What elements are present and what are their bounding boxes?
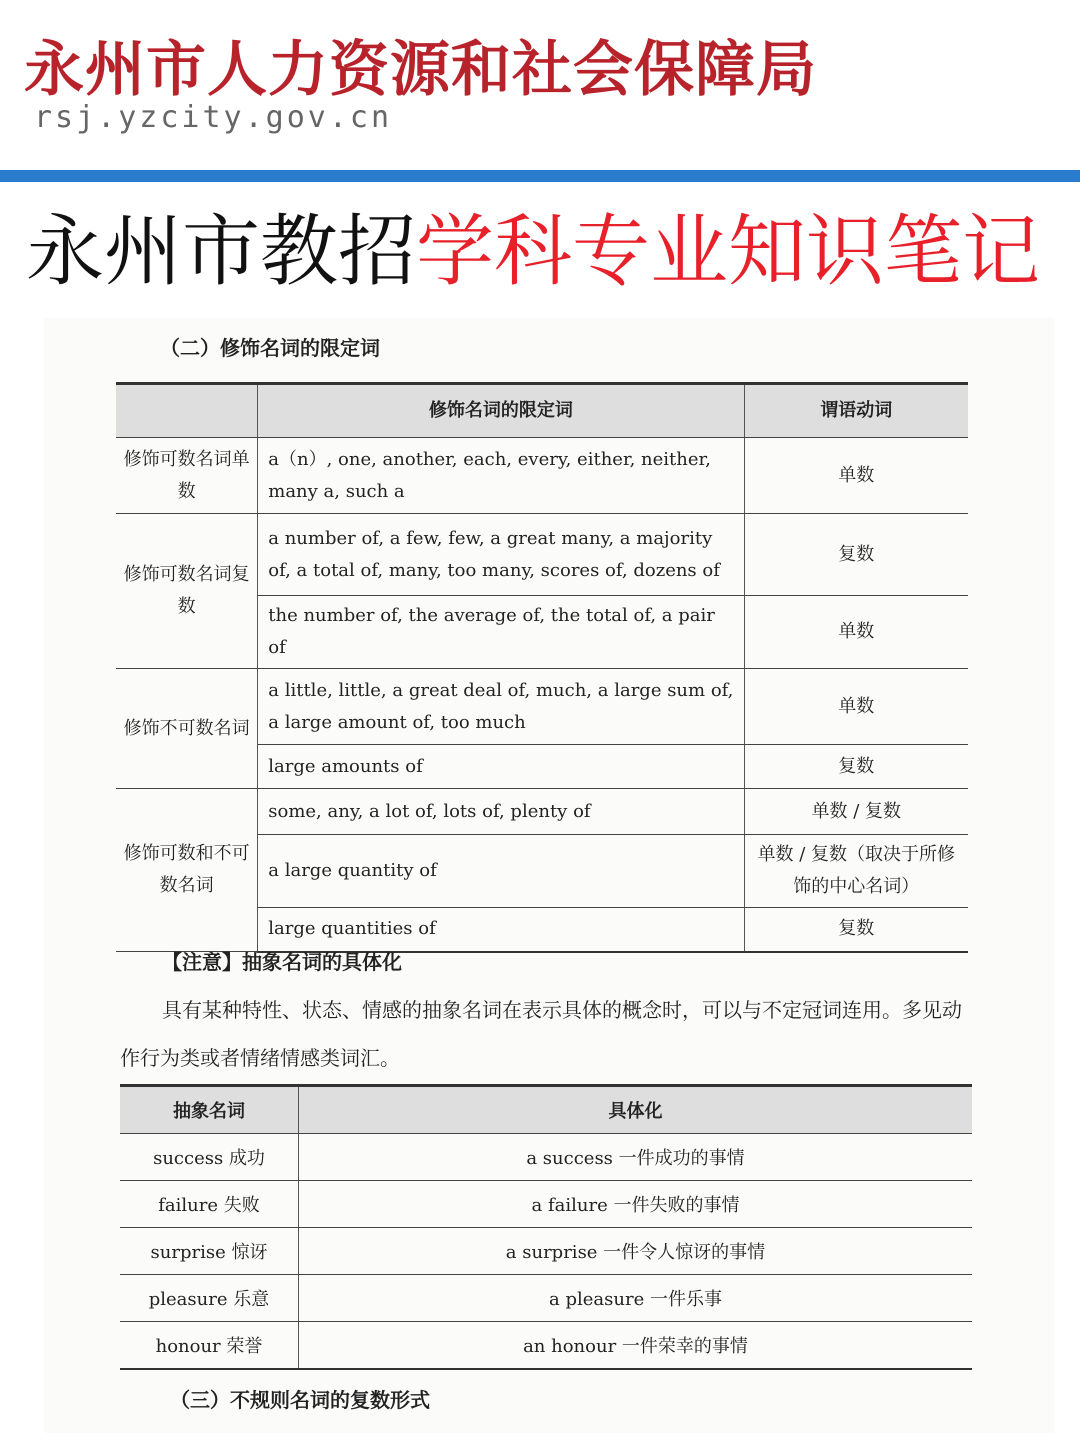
header-cell-determiner: 修饰名词的限定词	[258, 384, 744, 438]
note-paragraph	[120, 986, 974, 1082]
table-row	[120, 1228, 972, 1275]
site-header	[0, 0, 1080, 170]
concrete-cell: a success 一件成功的事情	[299, 1134, 973, 1181]
header-cell-concrete: 具体化	[299, 1086, 973, 1134]
table-row	[120, 1322, 972, 1370]
note-text: 具有某种特性、状态、情感的抽象名词在表示具体的概念时，可以与不定冠词连用。多见动作行为类或者情绪情感类词汇。	[120, 998, 962, 1070]
document-scan	[44, 318, 1054, 1433]
determiner-cell: a number of, a few, few, a great many, a majority of, a total of, many, too many, scores of, dozens of	[258, 514, 744, 596]
verb-cell: 单数 / 复数	[744, 789, 968, 835]
org-name: 永州市人力资源和社会保障局	[24, 35, 817, 105]
note-heading: 【注意】抽象名词的具体化	[162, 950, 402, 974]
header-cell-noun: 抽象名词	[120, 1086, 299, 1134]
table-row	[116, 789, 968, 835]
verb-cell: 复数	[744, 908, 968, 952]
title-part-black: 永州市教招	[26, 207, 417, 297]
section-3-heading: （三）不规则名词的复数形式	[170, 1388, 430, 1412]
noun-cell: honour 荣誉	[120, 1322, 299, 1370]
concrete-cell: an honour 一件荣幸的事情	[299, 1322, 973, 1370]
org-url[interactable]: rsj.yzcity.gov.cn	[34, 100, 393, 135]
header-cell-empty	[116, 384, 258, 438]
determiner-cell: some, any, a lot of, lots of, plenty of	[258, 789, 744, 835]
determiner-cell: a large quantity of	[258, 835, 744, 908]
determiner-cell: large amounts of	[258, 745, 744, 789]
category-cell: 修饰可数和不可数名词	[116, 789, 258, 952]
concrete-cell: a pleasure 一件乐事	[299, 1275, 973, 1322]
table-row	[116, 438, 968, 514]
determiner-cell: a little, little, a great deal of, much, a large sum of, a large amount of, too much	[258, 669, 744, 745]
abstract-noun-table	[120, 1084, 972, 1370]
category-cell: 修饰不可数名词	[116, 669, 258, 789]
determiner-cell: a（n）, one, another, each, every, either, neither, many a, such a	[258, 438, 744, 514]
determiner-cell: large quantities of	[258, 908, 744, 952]
verb-cell: 复数	[744, 745, 968, 789]
table-header-row	[116, 384, 968, 438]
determiner-table	[116, 382, 968, 953]
header-divider	[0, 170, 1080, 182]
concrete-cell: a failure 一件失败的事情	[299, 1181, 973, 1228]
determiner-cell: the number of, the average of, the total of, a pair of	[258, 596, 744, 669]
verb-cell: 单数	[744, 669, 968, 745]
verb-cell: 单数	[744, 596, 968, 669]
noun-cell: pleasure 乐意	[120, 1275, 299, 1322]
title-part-red: 学科专业知识笔记	[416, 207, 1041, 297]
verb-cell: 单数	[744, 438, 968, 514]
table-row	[120, 1134, 972, 1181]
header-cell-verb: 谓语动词	[744, 384, 968, 438]
table-row	[116, 514, 968, 596]
noun-cell: failure 失败	[120, 1181, 299, 1228]
category-cell: 修饰可数名词复数	[116, 514, 258, 669]
table-row	[120, 1275, 972, 1322]
noun-cell: success 成功	[120, 1134, 299, 1181]
noun-cell: surprise 惊讶	[120, 1228, 299, 1275]
table-row	[120, 1181, 972, 1228]
section-2-heading: （二）修饰名词的限定词	[160, 336, 380, 360]
page-title	[26, 204, 1040, 300]
table-row	[116, 669, 968, 745]
verb-cell: 复数	[744, 514, 968, 596]
concrete-cell: a surprise 一件令人惊讶的事情	[299, 1228, 973, 1275]
category-cell: 修饰可数名词单数	[116, 438, 258, 514]
table-header-row	[120, 1086, 972, 1134]
verb-cell: 单数 / 复数（取决于所修饰的中心名词）	[744, 835, 968, 908]
